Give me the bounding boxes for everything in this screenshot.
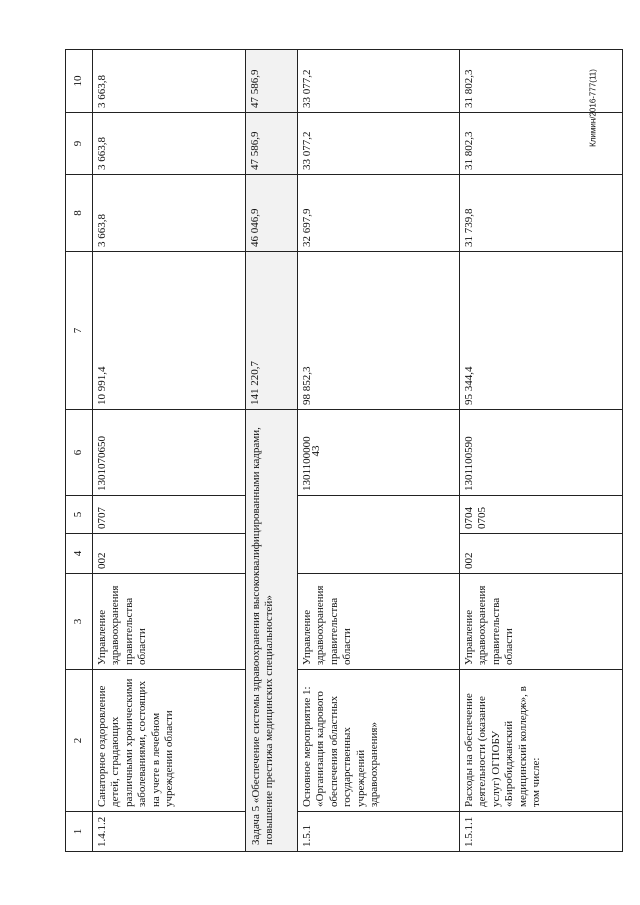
empty-code-cell [298, 496, 460, 574]
target-code: 1301100590 [460, 410, 623, 496]
row-number: 1.4.1.2 [93, 812, 246, 852]
document-code: Климин/2016-777(11) [588, 69, 598, 147]
header-cell-1: 1 [66, 812, 93, 852]
budget-table [65, 49, 623, 852]
amount-year-3: 33 077,2 [298, 50, 460, 113]
page-number: 43 [310, 445, 322, 457]
amount-year-1: 46 046,9 [246, 175, 298, 252]
target-code: 1301070650 [93, 410, 246, 496]
row-number: 1.5.1.1 [460, 812, 623, 852]
section-code: 0707 [93, 496, 246, 534]
header-row [66, 50, 93, 852]
total-amount: 98 852,3 [298, 252, 460, 410]
task-title: Задача 5 «Обеспечение системы здравоохранения высококвалифицированными кадрами, повышение престижа медицинских специальностей» [246, 410, 298, 852]
header-cell-8: 8 [66, 175, 93, 252]
amount-year-2: 33 077,2 [298, 113, 460, 175]
header-cell-4: 4 [66, 534, 93, 574]
amount-year-3: 47 586,9 [246, 50, 298, 113]
total-amount: 141 220,7 [246, 252, 298, 410]
total-amount: 10 991,4 [93, 252, 246, 410]
table-row [93, 50, 246, 852]
amount-year-1: 32 697,9 [298, 175, 460, 252]
total-amount: 95 344,4 [460, 252, 623, 410]
amount-year-1: 3 663,8 [93, 175, 246, 252]
amount-year-2: 31 802,3 [460, 113, 623, 175]
executor: Управление здравоохранения правительства области [93, 574, 246, 670]
header-cell-9: 9 [66, 113, 93, 175]
header-cell-6: 6 [66, 410, 93, 496]
row-number: 1.5.1 [298, 812, 460, 852]
measure-name: Расходы на обеспечение деятельности (оказание услуг) ОГПОБУ «Биробиджанский медицинский колледж», в том числе: [460, 670, 623, 812]
header-cell-10: 10 [66, 50, 93, 113]
grbs-code: 002 [93, 534, 246, 574]
amount-year-2: 47 586,9 [246, 113, 298, 175]
measure-name: Санаторное оздоровление детей, страдающих различными хроническими заболеваниями, состоящих на учете в лечебном учреждении области [93, 670, 246, 812]
amount-year-3: 31 802,3 [460, 50, 623, 113]
grbs-code: 002 [460, 534, 623, 574]
measure-name: Основное мероприятие 1: «Организация кадрового обеспечения областных государственных учреждений здравоохранения» [298, 670, 460, 812]
table-row [460, 50, 623, 852]
section-code: 0704 0705 [460, 496, 623, 534]
table-row [298, 50, 460, 852]
target-code: 1301100000 [298, 410, 460, 496]
header-cell-7: 7 [66, 252, 93, 410]
amount-year-3: 3 663,8 [93, 50, 246, 113]
executor: Управление здравоохранения правительства области [298, 574, 460, 670]
header-cell-5: 5 [66, 496, 93, 534]
task-row [246, 50, 298, 852]
amount-year-2: 3 663,8 [93, 113, 246, 175]
amount-year-1: 31 739,8 [460, 175, 623, 252]
executor: Управление здравоохранения правительства области [460, 574, 623, 670]
header-cell-2: 2 [66, 670, 93, 812]
budget-table-wrapper [65, 50, 617, 852]
header-cell-3: 3 [66, 574, 93, 670]
